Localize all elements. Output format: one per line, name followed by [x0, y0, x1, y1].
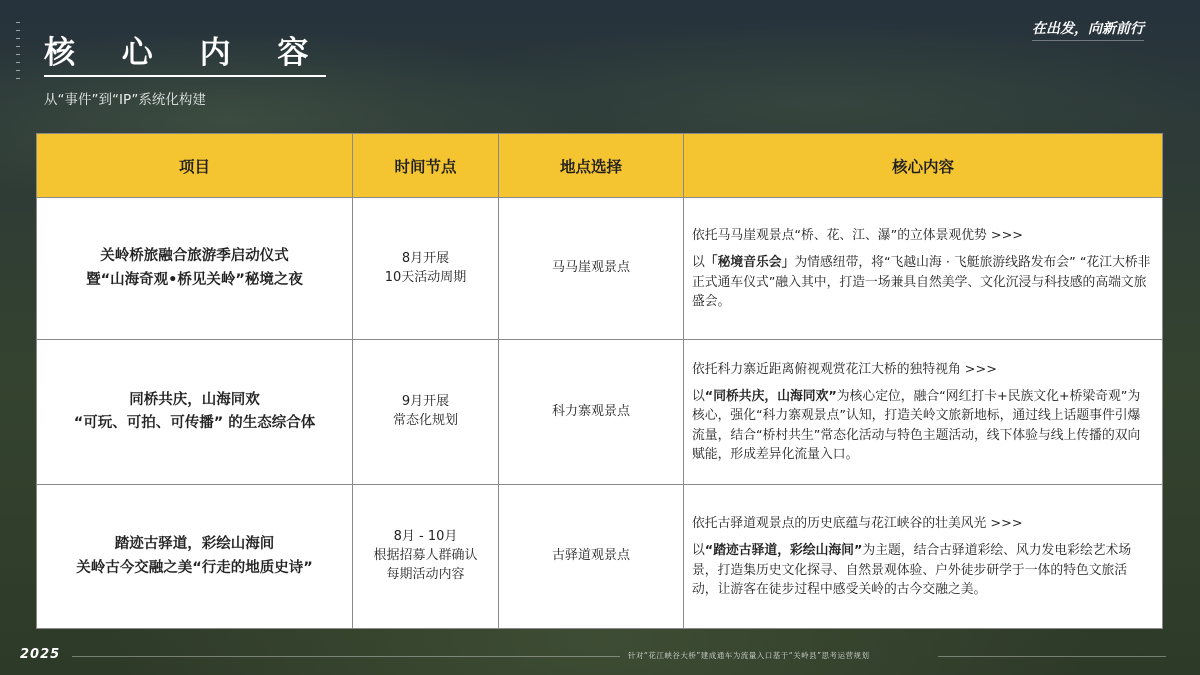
header-core-content: 核心内容: [684, 134, 1163, 198]
core-highlight: “踏迹古驿道，彩绘山海间”: [704, 543, 863, 559]
time-line: 8月 - 10月: [393, 529, 458, 545]
core-prefix: 以: [692, 255, 705, 271]
page-subtitle: 从“事件”到“IP”系统化构建: [44, 92, 206, 108]
core-content-table: [36, 133, 1163, 629]
header-location: 地点选择: [499, 134, 684, 198]
core-rest: 为情感纽带，将“飞越山海 · 飞艇旅游线路发布会” “花江大桥非正式通车仪式”融入其中，打造一场兼具自然美学、文化沉浸与科技感的高端文旅盛会。: [692, 255, 1151, 309]
core-content-cell: [684, 340, 1163, 485]
core-content-cell: [684, 198, 1163, 340]
time-line: 每期活动内容: [386, 566, 465, 582]
location-cell: 科力寨观景点: [499, 340, 684, 485]
core-intro: 依托科力寨近距离俯视观赏花江大桥的独特视角 >>>: [692, 362, 997, 378]
slogan: 在出发，向新前行: [1032, 21, 1144, 37]
time-line: 根据招募人群确认: [373, 548, 478, 564]
table-row: [37, 198, 1163, 340]
footer-divider: [938, 656, 1166, 657]
core-prefix: 以: [692, 543, 705, 559]
core-description: [692, 387, 1152, 464]
header-time: 时间节点: [353, 134, 499, 198]
core-description: [692, 541, 1152, 599]
table-header-row: [37, 134, 1163, 198]
table-row: [37, 485, 1163, 629]
header-project: 项目: [37, 134, 353, 198]
project-line: 关岭桥旅融合旅游季启动仪式: [100, 248, 289, 265]
project-line: 踏迹古驿道，彩绘山海间: [114, 536, 275, 553]
project-line: 同桥共庆，山海同欢: [129, 391, 260, 408]
core-content-cell: [684, 485, 1163, 629]
time-cell: [353, 485, 499, 629]
time-cell: [353, 340, 499, 485]
slogan-underline: [1032, 40, 1144, 41]
decorative-dots: [16, 22, 20, 79]
project-line: 关岭古今交融之美“行走的地质史诗”: [76, 559, 313, 576]
core-description: [692, 253, 1152, 311]
time-line: 常态化规划: [392, 413, 458, 428]
core-intro: 依托马马崖观景点“桥、花、江、瀑”的立体景观优势 >>>: [692, 228, 1024, 244]
project-cell: [37, 198, 353, 340]
time-line: 8月开展: [401, 250, 450, 266]
project-cell: [37, 340, 353, 485]
time-line: 10天活动周期: [384, 269, 467, 285]
core-highlight: 「秘境音乐会」: [704, 255, 795, 271]
footer-year: 2025: [20, 647, 61, 662]
location-cell: 古驿道观景点: [499, 485, 684, 629]
project-cell: [37, 485, 353, 629]
page-title: 核 心 内 容: [44, 38, 326, 77]
time-line: 9月开展: [401, 394, 450, 410]
table-row: [37, 340, 1163, 485]
core-rest: 为核心定位，融合“网红打卡+民族文化+桥梁奇观”为核心，强化“科力寨观景点”认知，打造关岭文旅新地标，通过线上话题事件引爆流量，结合“桥村共生”常态化活动与特色主题活动，线下体验与线上传播的双向赋能，形成差异化流量入口。: [692, 389, 1141, 462]
footer-note: 针对“花江峡谷大桥”建成通车为流量入口基于“关岭县”思考运营规划: [628, 651, 870, 660]
core-prefix: 以: [692, 389, 705, 405]
footer-divider: [72, 656, 620, 657]
project-line: 暨“山海奇观•桥见关岭”秘境之夜: [86, 271, 303, 288]
time-cell: [353, 198, 499, 340]
core-intro: 依托古驿道观景点的历史底蕴与花江峡谷的壮美风光 >>>: [692, 516, 1023, 532]
core-rest: 为主题，结合古驿道彩绘、风力发电彩绘艺术场景，打造集历史文化探寻、自然景观体验、户外徒步研学于一体的特色文旅活动，让游客在徒步过程中感受关岭的古今交融之美。: [692, 543, 1132, 597]
location-cell: 马马崖观景点: [499, 198, 684, 340]
project-line: “可玩、可拍、可传播” 的生态综合体: [73, 415, 316, 431]
core-highlight: “同桥共庆，山海同欢”: [704, 389, 837, 405]
